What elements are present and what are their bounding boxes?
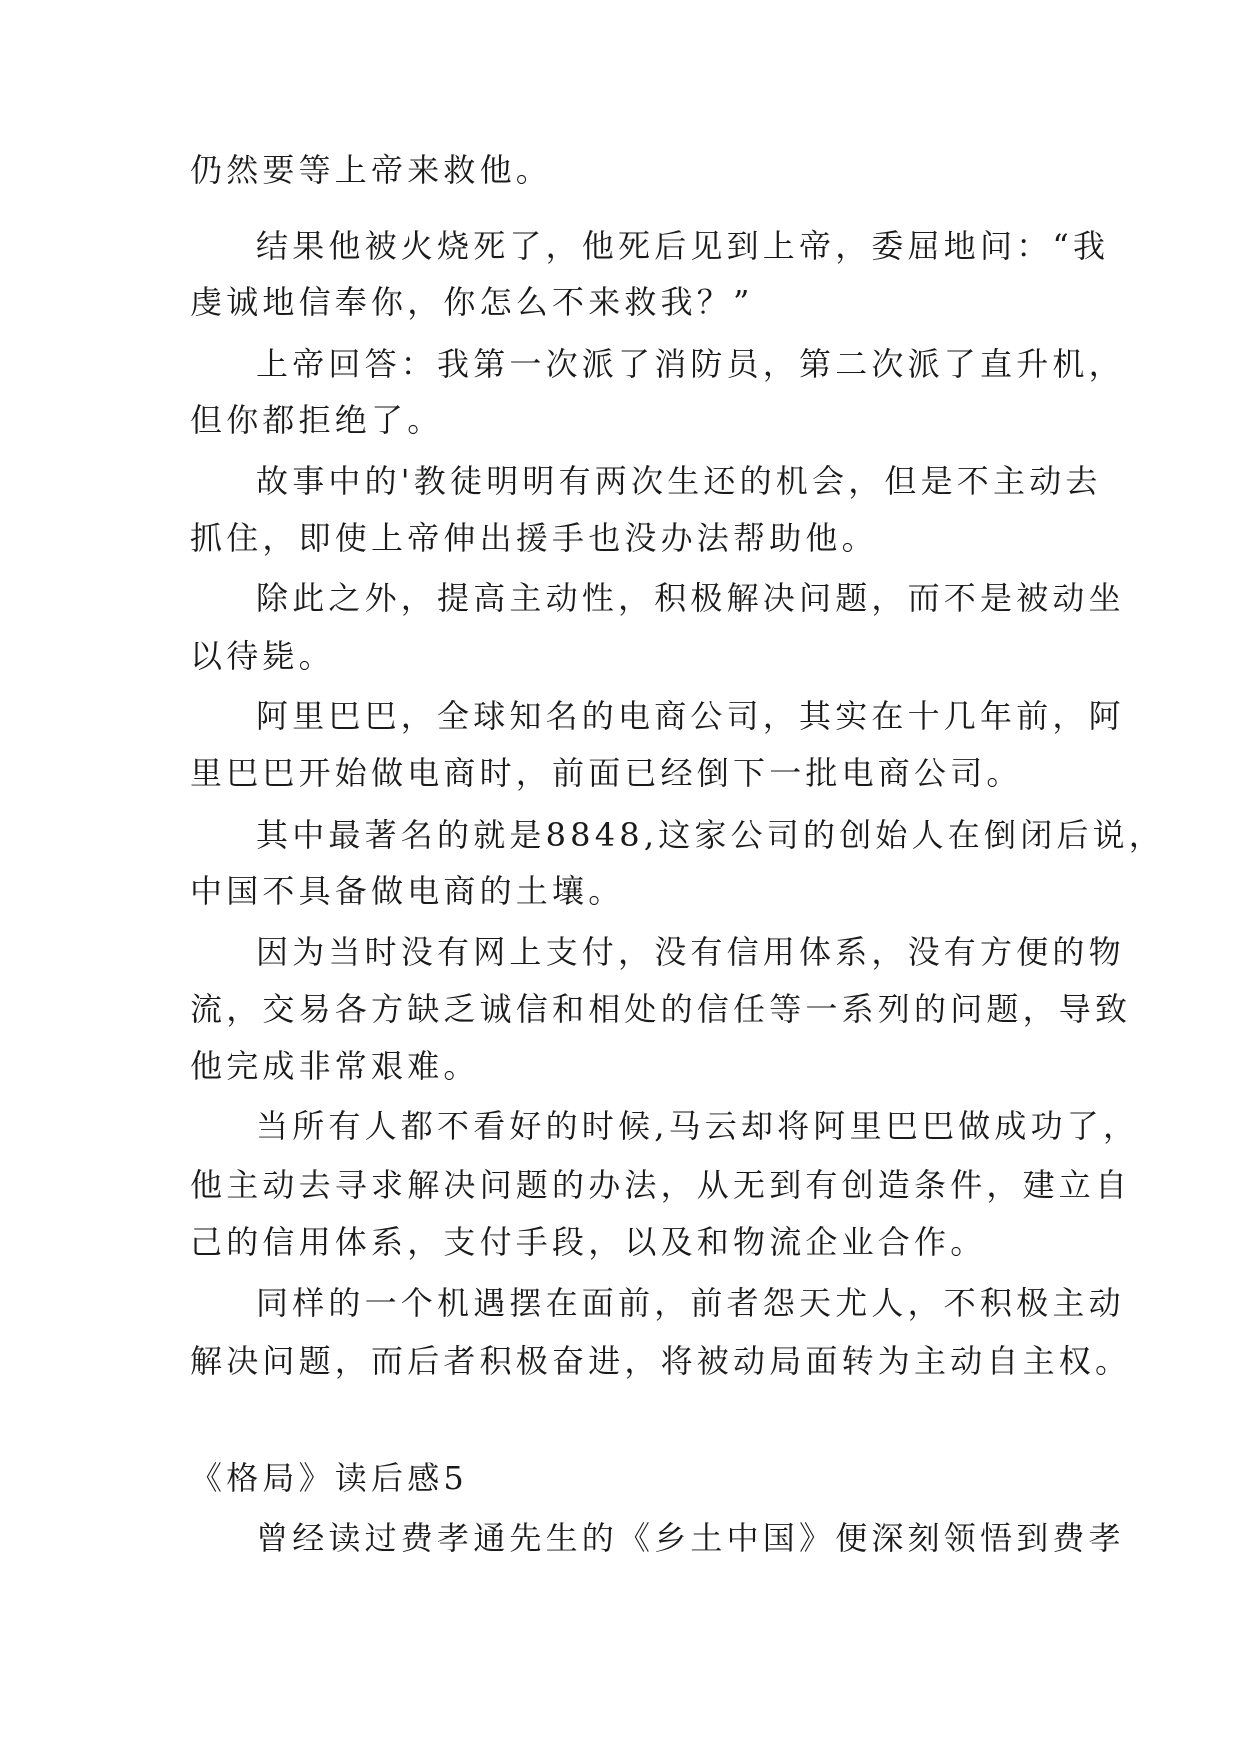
text-line-2: 结果他被火烧死了，他死后见到上帝，委屈地问：“我	[256, 227, 1110, 265]
text-line-8: 除此之外，提高主动性，积极解决问题，而不是被动坐	[256, 579, 1125, 617]
text-line-19: 己的信用体系，支付手段，以及和物流企业合作。	[190, 1223, 987, 1261]
text-line-17: 当所有人都不看好的时候,马云却将阿里巴巴做成功了，	[256, 1107, 1140, 1145]
text-line-21: 解决问题，而后者积极奋进，将被动局面转为主动自主权。	[190, 1342, 1132, 1380]
text-line-15: 流，交易各方缺乏诚信和相处的信任等一系列的问题，导致	[190, 990, 1132, 1028]
text-line-13: 中国不具备做电商的土壤。	[190, 872, 625, 910]
text-line-3: 虔诚地信奉你，你怎么不来救我？”	[190, 283, 754, 321]
text-line-14: 因为当时没有网上支付，没有信用体系，没有方便的物	[256, 933, 1125, 971]
section-heading: 《格局》读后感5	[190, 1459, 468, 1497]
text-line-4: 上帝回答：我第一次派了消防员，第二次派了直升机，	[256, 345, 1125, 383]
text-line-22: 曾经读过费孝通先生的《乡土中国》便深刻领悟到费孝	[256, 1519, 1125, 1557]
text-line-7: 抓住，即使上帝伸出援手也没办法帮助他。	[190, 519, 878, 557]
text-line-10: 阿里巴巴，全球知名的电商公司，其实在十几年前，阿	[256, 697, 1125, 735]
text-line-16: 他完成非常艰难。	[190, 1047, 480, 1085]
text-line-11: 里巴巴开始做电商时，前面已经倒下一批电商公司。	[190, 754, 1023, 792]
text-line-20: 同样的一个机遇摆在面前，前者怨天尤人，不积极主动	[256, 1284, 1125, 1322]
text-line-5: 但你都拒绝了。	[190, 401, 444, 439]
text-line-18: 他主动去寻求解决问题的办法，从无到有创造条件，建立自	[190, 1166, 1132, 1204]
text-line-12: 其中最著名的就是8848,这家公司的创始人在倒闭后说，	[256, 816, 1166, 854]
text-line-9: 以待毙。	[190, 637, 335, 675]
text-line-6: 故事中的'教徒明明有两次生还的机会，但是不主动去	[256, 462, 1102, 500]
text-line-1: 仍然要等上帝来救他。	[190, 151, 553, 189]
